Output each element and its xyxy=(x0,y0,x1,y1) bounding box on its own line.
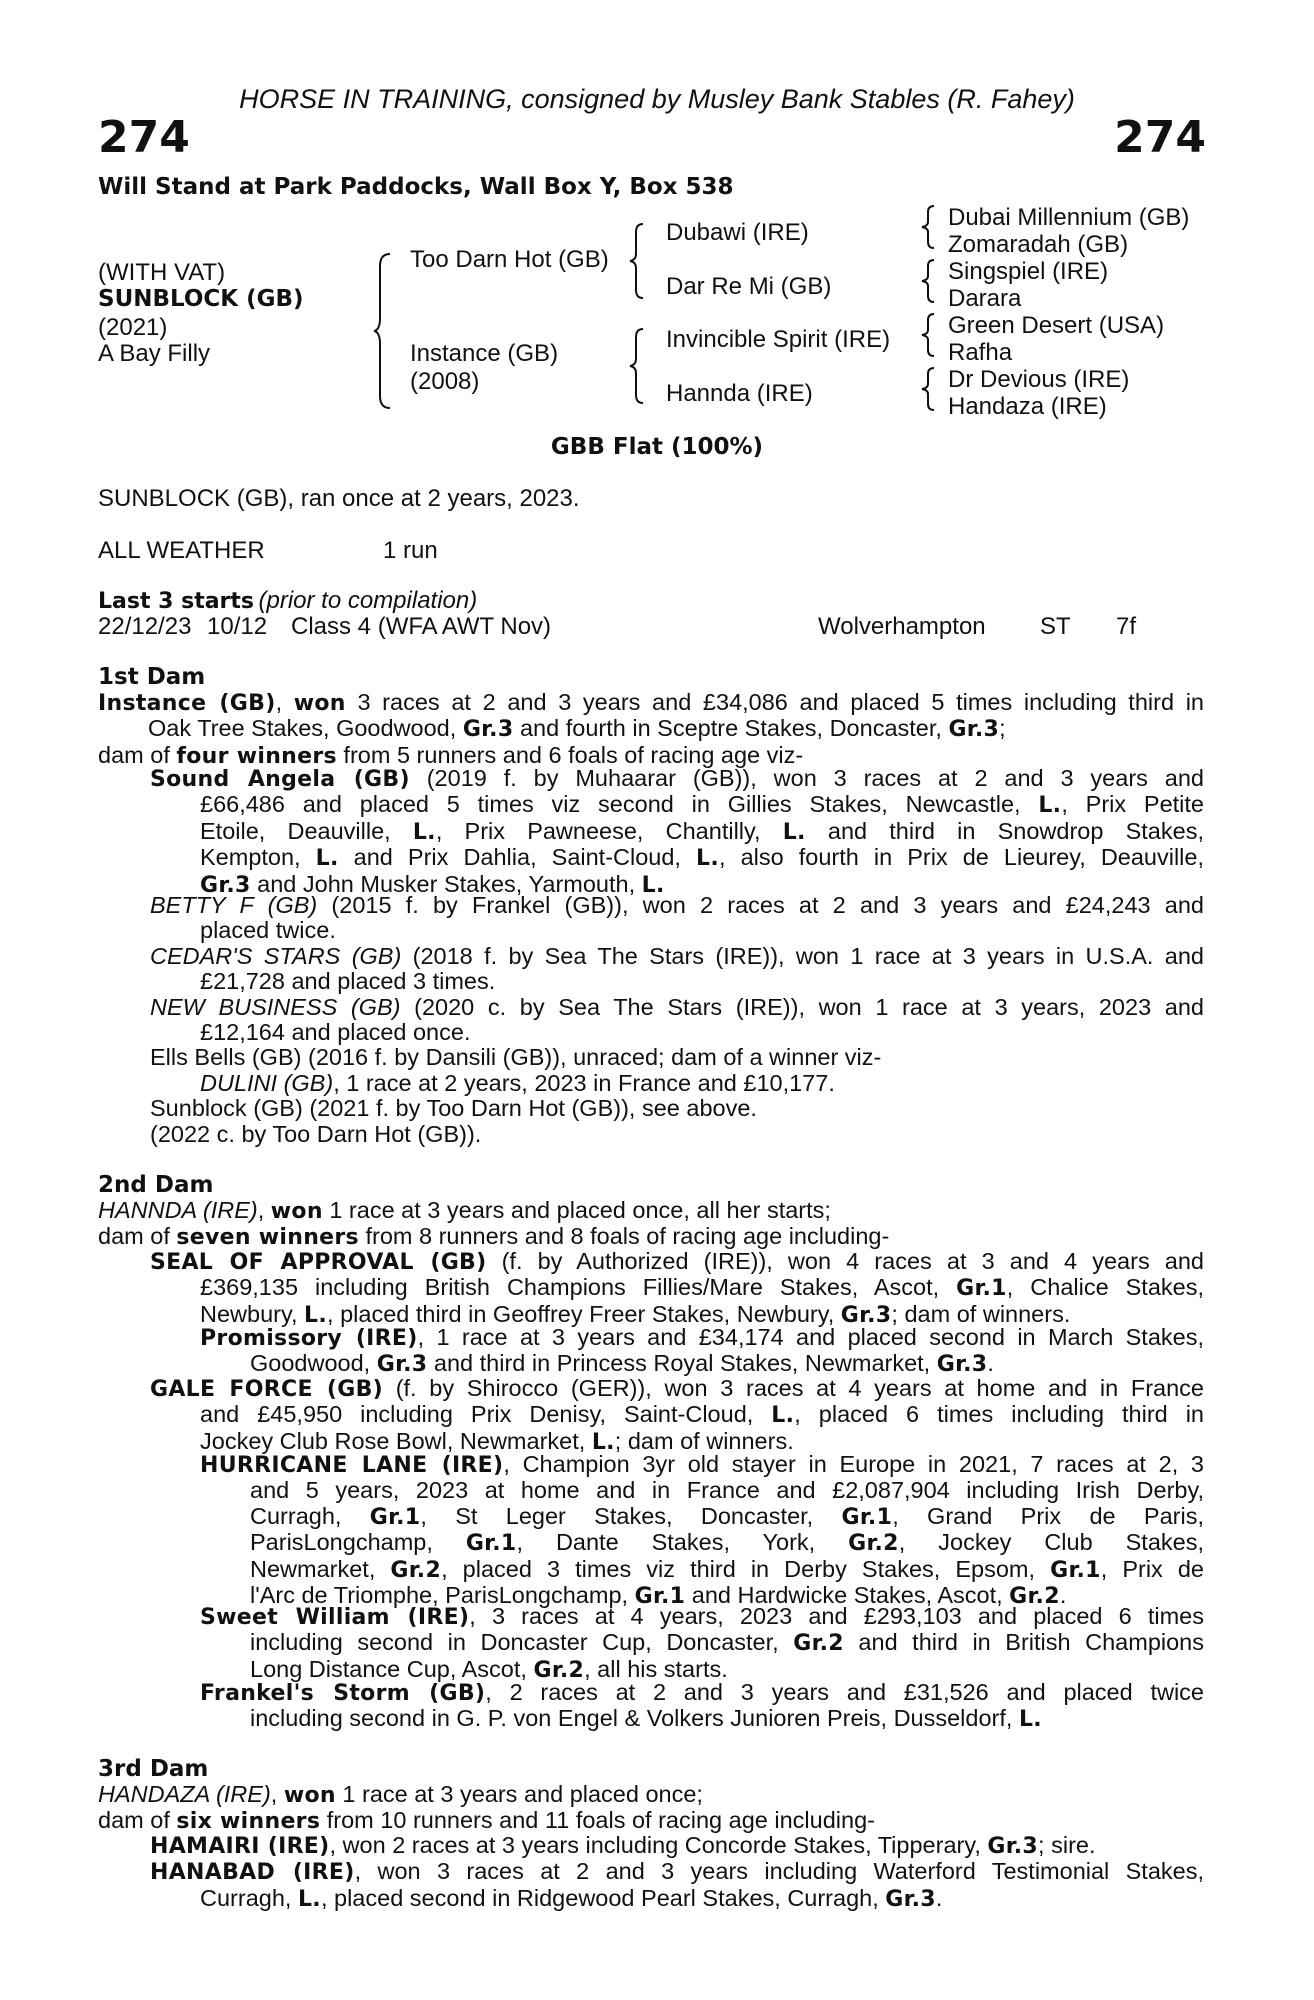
start-date: 22/12/23 xyxy=(98,613,192,640)
dam-dam: Hannda (IRE) xyxy=(666,380,813,407)
great-grandparent-7: Dr Devious (IRE) xyxy=(948,366,1130,393)
pedigree-brace-2 xyxy=(628,222,646,300)
stand-location: Will Stand at Park Paddocks, Wall Box Y, Box 538 xyxy=(98,174,734,200)
first-dam-record: Instance (GB), won 3 races at 2 and 3 years and £34,086 and placed 5 times including third in Oak Tree Stakes, Goodwood, Gr.3 and fourth in Sceptre Stakes, Doncaster, Gr.3; dam of four winners from 5 runners and 6 foals of racing age viz- xyxy=(98,689,1204,769)
last-starts-title: Last 3 starts xyxy=(98,589,255,614)
start-distance: 7f xyxy=(1116,613,1137,640)
first-dam-heading: 1st Dam xyxy=(98,664,206,690)
horse-year: (2021) xyxy=(98,314,168,341)
second-dam-heading: 2nd Dam xyxy=(98,1172,214,1198)
last-starts-note: (prior to compilation) xyxy=(258,587,478,614)
great-grandparent-6: Rafha xyxy=(948,339,1013,366)
progeny-other: BETTY F (GB) (2015 f. by Frankel (GB)), won 2 races at 2 and 3 years and £24,243 and placed twice. CEDAR'S STARS (GB) (2018 f. by Sea The Stars (IRE)), won 1 race at 3 years in U.S.A. and £21,728 and placed 3 times. NEW BUSINESS (GB) (2020 c. by Sea The Stars (IRE)), won 1 race at 3 years, 2023 and £12,164 and placed once. Ells Bells (GB) (2016 f. by Dansili (GB)), unraced; dam of a winner viz- DULINI (GB), 1 race at 2 years, 2023 in France and £10,177. Sunblock (GB) (2021 f. by Too Darn Hot (GB)), see above. (2022 c. by Too Darn Hot (GB)). xyxy=(150,892,1205,1147)
great-grandparent-2: Zomaradah (GB) xyxy=(948,231,1129,258)
great-grandparent-3: Singspiel (IRE) xyxy=(948,258,1109,285)
pedigree-brace-7 xyxy=(920,366,938,412)
progeny-frankels-storm: Frankel's Storm (GB), 2 races at 2 and 3 years and £31,526 and placed twice including second in G. P. von Engel & Volkers Junioren Preis, Dusseldorf, L. xyxy=(200,1679,1204,1733)
dam-sire: Invincible Spirit (IRE) xyxy=(666,326,891,353)
progeny-promissory: Promissory (IRE), 1 race at 3 years and £34,174 and placed second in March Stakes, Goodwood, Gr.3 and third in Princess Royal Stakes, Newmarket, Gr.3. xyxy=(200,1324,1204,1378)
second-dam-record: HANNDA (IRE), won 1 race at 3 years and placed once, all her starts; dam of seven winners from 8 runners and 8 foals of racing age including- xyxy=(98,1197,890,1251)
great-grandparent-4: Darara xyxy=(948,285,1022,312)
lot-number-right: 274 xyxy=(1114,112,1206,163)
pedigree-brace-6 xyxy=(920,312,938,358)
start-surface: ST xyxy=(1040,613,1071,640)
vat-note: (WITH VAT) xyxy=(98,259,226,286)
progeny-sweet-william: Sweet William (IRE), 3 races at 4 years, 2023 and £293,103 and placed 6 times including second in Doncaster Cup, Doncaster, Gr.2 and third in British Champions Long Distance Cup, Ascot, Gr.2, all his starts. xyxy=(200,1603,1205,1683)
surface-label: ALL WEATHER xyxy=(98,537,265,564)
pedigree-brace-3 xyxy=(628,327,646,405)
third-dam-record: HANDAZA (IRE), won 1 race at 3 years and placed once; dam of six winners from 10 runners and 11 foals of racing age including- xyxy=(98,1781,875,1835)
consignment-header: HORSE IN TRAINING, consigned by Musley Bank Stables (R. Fahey) xyxy=(239,84,1075,114)
great-grandparent-1: Dubai Millennium (GB) xyxy=(948,204,1190,231)
lot-number-left: 274 xyxy=(98,112,190,163)
pedigree-brace-4 xyxy=(920,204,938,250)
start-position: 10/12 xyxy=(207,613,268,640)
third-dam-heading: 3rd Dam xyxy=(98,1756,209,1782)
great-grandparent-8: Handaza (IRE) xyxy=(948,393,1107,420)
race-summary: SUNBLOCK (GB), ran once at 2 years, 2023. xyxy=(98,485,580,512)
surface-runs: 1 run xyxy=(383,537,438,564)
horse-name: SUNBLOCK (GB) xyxy=(98,286,304,312)
last-starts-heading xyxy=(98,587,477,615)
progeny-hamairi-hanabad: HAMAIRI (IRE), won 2 races at 3 years including Concorde Stakes, Tipperary, Gr.3; sire. HANABAD (IRE), won 3 races at 2 and 3 years including Waterford Testimonial Stakes, Curragh, L., placed second in Ridgewood Pearl Stakes, Curragh, Gr.3. xyxy=(150,1832,1205,1912)
sire-dam: Dar Re Mi (GB) xyxy=(666,273,832,300)
progeny-seal-of-approval: SEAL OF APPROVAL (GB) (f. by Authorized (IRE)), won 4 races at 3 and 4 years and £369,135 including British Champions Fillies/Mare Stakes, Ascot, Gr.1, Chalice Stakes, Newbury, L., placed third in Geoffrey Freer Stakes, Newbury, Gr.3; dam of winners. xyxy=(150,1248,1205,1328)
sire: Too Darn Hot (GB) xyxy=(410,246,609,273)
dam-year: (2008) xyxy=(410,368,480,395)
rating: GBB Flat (100%) xyxy=(550,434,764,460)
start-class: Class 4 (WFA AWT Nov) xyxy=(291,613,552,640)
horse-description: A Bay Filly xyxy=(98,340,211,367)
start-course: Wolverhampton xyxy=(818,613,986,640)
progeny-sound-angela: Sound Angela (GB) (2019 f. by Muhaarar (GB)), won 3 races at 2 and 3 years and £66,486 and placed 5 times viz second in Gillies Stakes, Newcastle, L., Prix Petite Etoile, Deauville, L., Prix Pawneese, Chantilly, L. and third in Snowdrop Stakes, Kempton, L. and Prix Dahlia, Saint-Cloud, L., also fourth in Prix de Lieurey, Deauville, Gr.3 and John Musker Stakes, Yarmouth, L. xyxy=(150,765,1205,898)
progeny-hurricane-lane: HURRICANE LANE (IRE), Champion 3yr old stayer in Europe in 2021, 7 races at 2, 3 and 5 years, 2023 at home and in France and £2,087,904 including Irish Derby, Curragh, Gr.1, St Leger Stakes, Doncaster, Gr.1, Grand Prix de Paris, ParisLongchamp, Gr.1, Dante Stakes, York, Gr.2, Jockey Club Stakes, Newmarket, Gr.2, placed 3 times viz third in Derby Stakes, Epsom, Gr.1, Prix de l'Arc de Triomphe, ParisLongchamp, Gr.1 and Hardwicke Stakes, Ascot, Gr.2. xyxy=(200,1451,1204,1610)
dam: Instance (GB) xyxy=(410,340,559,367)
pedigree-brace-5 xyxy=(920,258,938,304)
great-grandparent-5: Green Desert (USA) xyxy=(948,312,1165,339)
pedigree-brace-1 xyxy=(372,252,394,410)
progeny-gale-force: GALE FORCE (GB) (f. by Shirocco (GER)), won 3 races at 4 years at home and in France and £45,950 including Prix Denisy, Saint-Cloud, L., placed 6 times including third in Jockey Club Rose Bowl, Newmarket, L.; dam of winners. xyxy=(150,1375,1205,1455)
sire-sire: Dubawi (IRE) xyxy=(666,219,809,246)
